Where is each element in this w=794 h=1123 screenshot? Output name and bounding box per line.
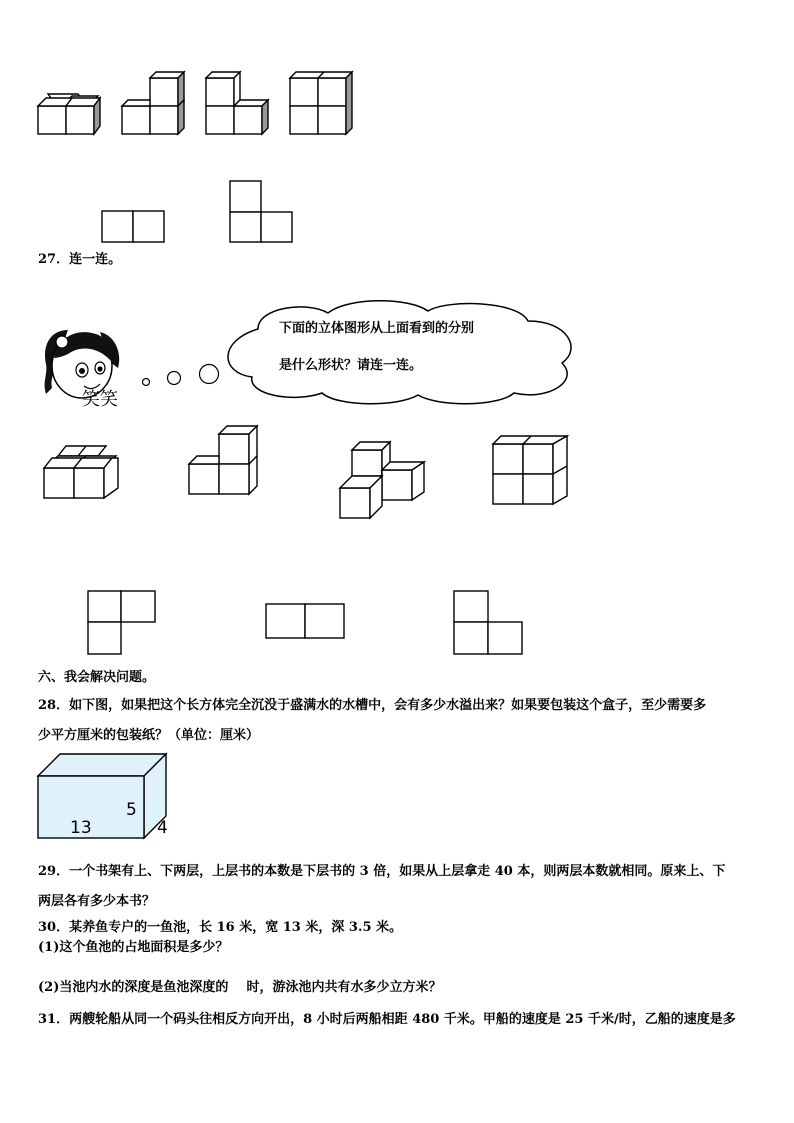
- q27-flat-shape-1: [87, 590, 159, 656]
- q27-cube-figure-1: [42, 442, 122, 502]
- q30-line-2: (1)这个鱼池的占地面积是多少？: [38, 940, 229, 955]
- bubble-line-2: 是什么形状？请连一连。: [279, 358, 423, 373]
- q27-flat-shape-3: [453, 590, 527, 656]
- q27-cube-figure-2: [187, 424, 267, 504]
- q30-line-1: 30．某养鱼专户的一鱼池，长 16 米，宽 13 米，深 3.5 米。: [38, 920, 403, 935]
- box-length-label: 13: [70, 818, 92, 838]
- q29-line-2: 两层各有多少本书？: [38, 894, 156, 909]
- top-cube-figure-2: [120, 74, 186, 140]
- q29-line-1: 29．一个书架有上、下两层，上层书的本数是下层书的 3 倍，如果从上层拿走 40 本，则两层本数就相同。原来上、下: [38, 864, 726, 879]
- q30-line-3: (2)当池内水的深度是鱼池深度的 时，游泳池内共有水多少立方米？: [38, 980, 442, 995]
- box-width-label: 4: [157, 818, 168, 838]
- thought-cloud: [218, 297, 582, 407]
- q27-number: 27．: [38, 252, 70, 267]
- top-cube-figure-1: [36, 90, 102, 140]
- character-label: 笑笑: [82, 389, 118, 410]
- top-flat-shape-1: [101, 210, 167, 244]
- q27-cube-figure-4: [491, 434, 571, 506]
- q27-flat-shape-2: [265, 603, 347, 641]
- bubble-line-1: 下面的立体图形从上面看到的分别: [279, 321, 475, 336]
- q27-cube-figure-3: [338, 436, 428, 524]
- box-height-label: 5: [126, 800, 137, 820]
- top-flat-shape-2: [229, 180, 295, 244]
- q28-line-2: 少平方厘米的包装纸？（单位：厘米）: [38, 728, 260, 743]
- q27-title: 连一连。: [69, 252, 122, 267]
- q28-line-1: 28．如下图，如果把这个长方体完全沉没于盛满水的水槽中，会有多少水溢出来？如果要包装这个盒子，至少需要多: [38, 698, 707, 713]
- q31-line-1: 31．两艘轮船从同一个码头往相反方向开出，8 小时后两船相距 480 千米。甲船的速度是 25 千米/时，乙船的速度是多: [38, 1012, 736, 1027]
- thought-dots: [138, 362, 222, 392]
- top-cube-figure-3: [204, 74, 270, 140]
- section-6-title: 六、我会解决问题。: [38, 670, 156, 685]
- top-cube-figure-4: [288, 74, 354, 140]
- cuboid-box: [36, 752, 172, 844]
- q27-heading: [38, 252, 121, 268]
